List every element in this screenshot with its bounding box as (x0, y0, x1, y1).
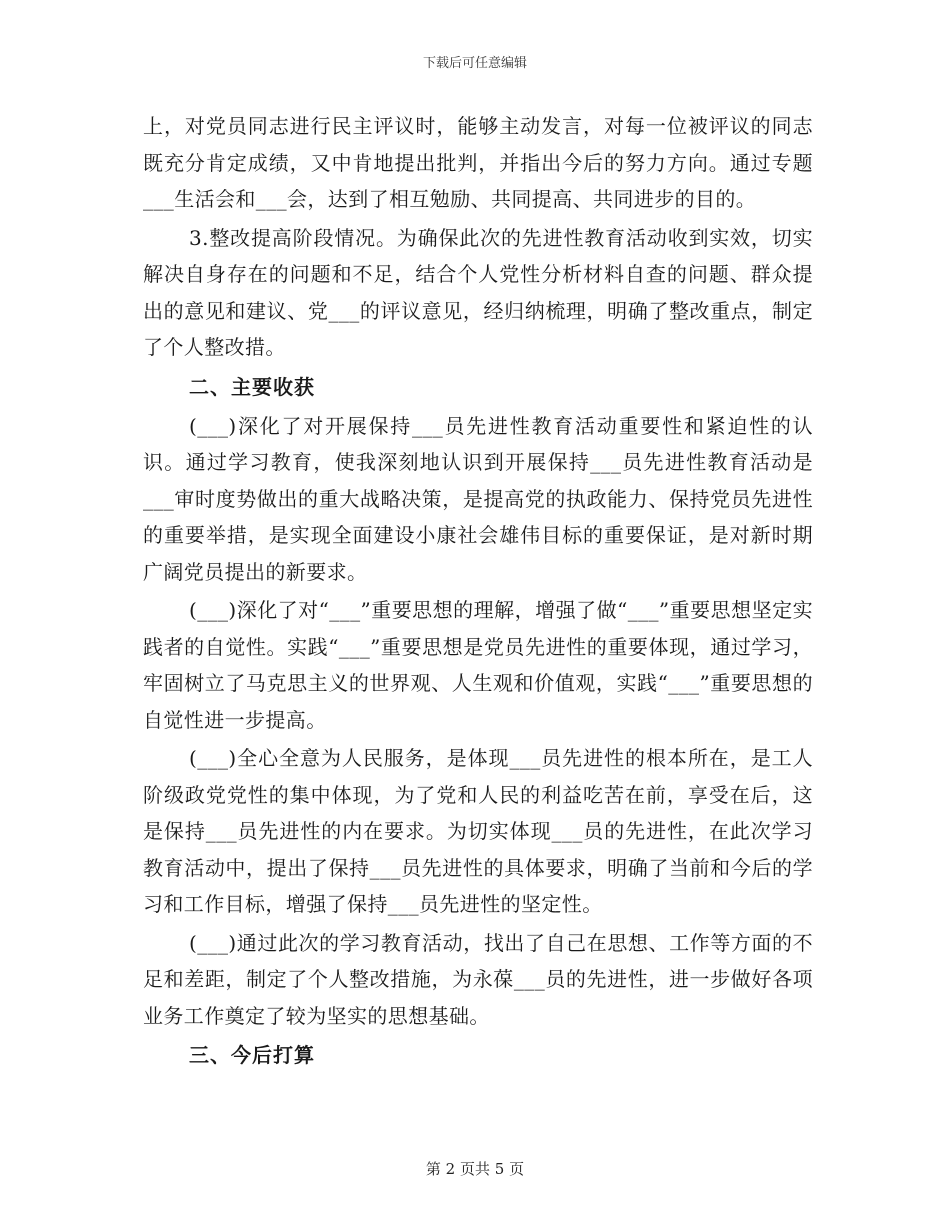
paragraph-gain-3: (___)全心全意为人民服务，是体现___员先进性的根本所在，是工人阶级政党党性的集中体现，为了党和人民的利益吃苦在前，享受在后，这是保持___员先进性的内在要求。为切实体现___员的先进性，在此次学习教育活动中，提出了保持___员先进性的具体要求，明确了当前和今后的学习和工作目标，增强了保持___员先进性的坚定性。 (143, 746, 813, 916)
section-heading-main-gains: 二、主要收获 (189, 374, 315, 399)
page-number-footer: 第 2 页共 5 页 (425, 1160, 525, 1178)
paragraph-gain-1: (___)深化了对开展保持___员先进性教育活动重要性和紧迫性的认识。通过学习教育，使我深刻地认识到开展保持___员先进性教育活动是___审时度势做出的重大战略决策，是提高党的执政能力、保持党员先进性的重要举措，是实现全面建设小康社会雄伟目标的重要保证，是对新时期广阔党员提出的新要求。 (143, 413, 813, 584)
paragraph-gain-4: (___)通过此次的学习教育活动，找出了自己在思想、工作等方面的不足和差距，制定了个人整改措施，为永葆___员的先进性，进一步做好各项业务工作奠定了较为坚实的思想基础。 (143, 930, 813, 1028)
paragraph-rectification: 3.整改提高阶段情况。为确保此次的先进性教育活动收到实效，切实解决自身存在的问题和不足，结合个人党性分析材料自查的问题、群众提出的意见和建议、党___的评议意见，经归纳梳理，明确了整改重点，制定了个人整改措。 (143, 225, 813, 359)
page-header: 下载后可任意编辑 (422, 56, 527, 71)
document-body (143, 108, 813, 1076)
paragraph-continued: 上，对党员同志进行民主评议时，能够主动发言，对每一位被评议的同志既充分肯定成绩，又中肯地提出批判，并指出今后的努力方向。通过专题___生活会和___会，达到了相互勉励、共同提高、共同进步的目的。 (143, 114, 813, 211)
paragraph-gain-2: (___)深化了对“___”重要思想的理解，增强了做“___”重要思想坚定实践者的自觉性。实践“___”重要思想是党员先进性的重要体现，通过学习，牢固树立了马克思主义的世界观、人生观和价值观，实践“___”重要思想的自觉性进一步提高。 (143, 598, 813, 732)
section-heading-future-plans: 三、今后打算 (189, 1043, 315, 1067)
